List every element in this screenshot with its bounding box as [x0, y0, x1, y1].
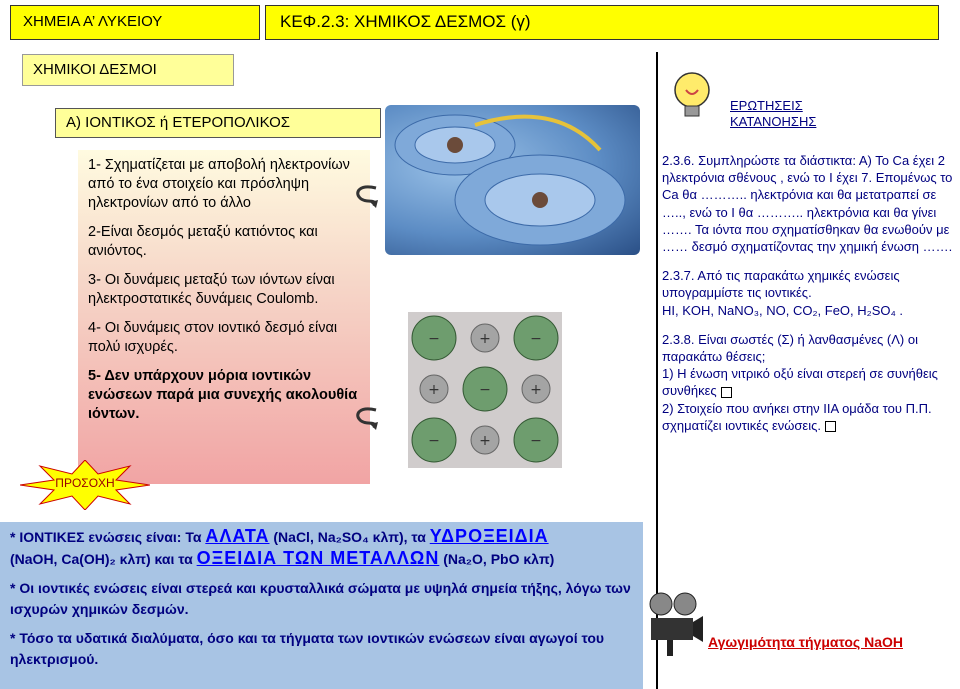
hydroxides-label: ΥΔΡΟΞΕΙΔΙΑ	[429, 526, 549, 546]
svg-text:−: −	[479, 382, 491, 398]
svg-text:+: +	[479, 331, 491, 347]
electron-transfer-illustration	[385, 105, 640, 255]
questions-panel	[662, 152, 958, 446]
lightbulb-icon	[667, 66, 717, 126]
property-item: 2-Είναι δεσμός μεταξύ κατιόντος και ανιόντος.	[88, 224, 318, 259]
svg-text:−: −	[530, 433, 542, 449]
checkbox[interactable]	[721, 387, 732, 398]
note-solids: * Οι ιοντικές ενώσεις είναι στερεά και κρυσταλλικά σώματα με υψηλά σημεία τήξης, λόγω των ισχυρών χημικών δεσμών.	[10, 580, 631, 617]
summary-panel: * ΙΟΝΤΙΚΕΣ ενώσεις είναι: Τα ΑΛΑΤΑ (NaCl, Na₂SO₄ κλπ), τα ΥΔΡΟΞΕΙΔΙΑ (NaOH, Ca(OH)₂ κλπ) και τα ΟΞΕΙΔΙΑ ΤΩΝ ΜΕΤΑΛΛΩΝ (Na₂O, PbO κλπ) * Οι ιοντικές ενώσεις είναι στερεά και κρυσταλλικά σώματα με υψηλά σημεία τήξης, λόγω των ισχυρών χημικών δεσμών. * Τόσο τα υδατικά διαλύματα, όσο και τα τήγματα των ιοντικών ενώσεων είναι αγωγοί του ηλεκτρισμού.	[0, 522, 643, 689]
svg-text:−: −	[530, 331, 542, 347]
property-item: 4- Οι δυνάμεις στον ιοντικό δεσμό είναι πολύ ισχυρές.	[88, 320, 338, 355]
svg-text:+: +	[530, 382, 542, 398]
curl-arrow-icon	[352, 182, 382, 212]
svg-text:+: +	[428, 382, 440, 398]
caution-label: ΠΡΟΣΟΧΗ	[55, 476, 115, 490]
property-item: 1- Σχηματίζεται με αποβολή ηλεκτρονίων από το ένα στοιχείο και πρόσληψη ηλεκτρονίων από το άλλο	[88, 157, 350, 211]
question-2-3-8: 2.3.8. Είναι σωστές (Σ) ή λανθασμένες (Λ) οι παρακάτω θέσεις; 1) Η ένωση νιτρικό οξύ είναι στερεή σε συνήθεις συνθήκες 2) Στοιχείο που ανήκει στην ΙΙΑ ομάδα του Π.Π. σχηματίζει ιοντικές ενώσεις.	[662, 331, 938, 433]
compound-list: HI, KOH, NaNO₃, NO, CO₂, FeO, H₂SO₄ .	[662, 302, 904, 318]
checkbox[interactable]	[825, 421, 836, 432]
property-item: 3- Οι δυνάμεις μεταξύ των ιόντων είναι ηλεκτροστατικές δυνάμεις Coulomb.	[88, 272, 335, 307]
projector-icon[interactable]	[645, 590, 705, 660]
subtitle: ΧΗΜΙΚΟΙ ΔΕΣΜΟΙ	[22, 54, 234, 86]
note-conductivity: * Τόσο τα υδατικά διαλύματα, όσο και τα τήγματα των ιοντικών ενώσεων είναι αγωγοί του ηλεκτρισμού.	[10, 630, 605, 667]
property-item: 5- Δεν υπάρχουν μόρια ιοντικών ενώσεων παρά μια συνεχής ακολουθία ιόντων.	[88, 368, 358, 422]
svg-text:−: −	[428, 331, 440, 347]
section-title: Α) ΙΟΝΤΙΚΟΣ ή ΕΤΕΡΟΠΟΛΙΚΟΣ	[55, 108, 381, 138]
salts-label: ΑΛΑΤΑ	[205, 526, 270, 546]
caution-badge	[20, 460, 150, 510]
chapter-title: ΚΕΦ.2.3: ΧΗΜΙΚΟΣ ΔΕΣΜΟΣ (γ)	[265, 5, 939, 40]
question-2-3-6: 2.3.6. Συμπληρώστε τα διάστικτα: Α) Το Ca έχει 2 ηλεκτρόνια σθένους , ενώ το Ι έχει 7. Επομένως το Ca θα ……….. ηλεκτρόνια και θα μετατραπεί σε ….., ενώ το Ι θα ……….. ηλεκτρόνια και θα γίνει ……. Τα ιόντα που σχηματίσθηκαν θα ενωθούν με …… δεσμό σχηματίζοντας την χημική ένωση …….	[662, 153, 953, 255]
course-title: ΧΗΜΕΙΑ Α’ ΛΥΚΕΙΟΥ	[10, 5, 260, 40]
svg-text:−: −	[428, 433, 440, 449]
ionic-lattice-illustration	[408, 312, 562, 468]
svg-text:+: +	[479, 433, 491, 449]
question-2-3-7: 2.3.7. Από τις παρακάτω χημικές ενώσεις υπογραμμίστε τις ιοντικές. HI, KOH, NaNO₃, NO, CO₂, FeO, H₂SO₄ .	[662, 268, 904, 318]
properties-panel	[78, 150, 370, 484]
naoh-conductivity-link[interactable]: Αγωγιμότητα τήγματος NaOH	[708, 634, 903, 650]
questions-title: ΕΡΩΤΗΣΕΙΣ ΚΑΤΑΝΟΗΣΗΣ	[730, 98, 817, 129]
curl-arrow-icon	[352, 404, 382, 434]
oxides-label: ΟΞΕΙΔΙΑ ΤΩΝ ΜΕΤΑΛΛΩΝ	[196, 548, 440, 568]
